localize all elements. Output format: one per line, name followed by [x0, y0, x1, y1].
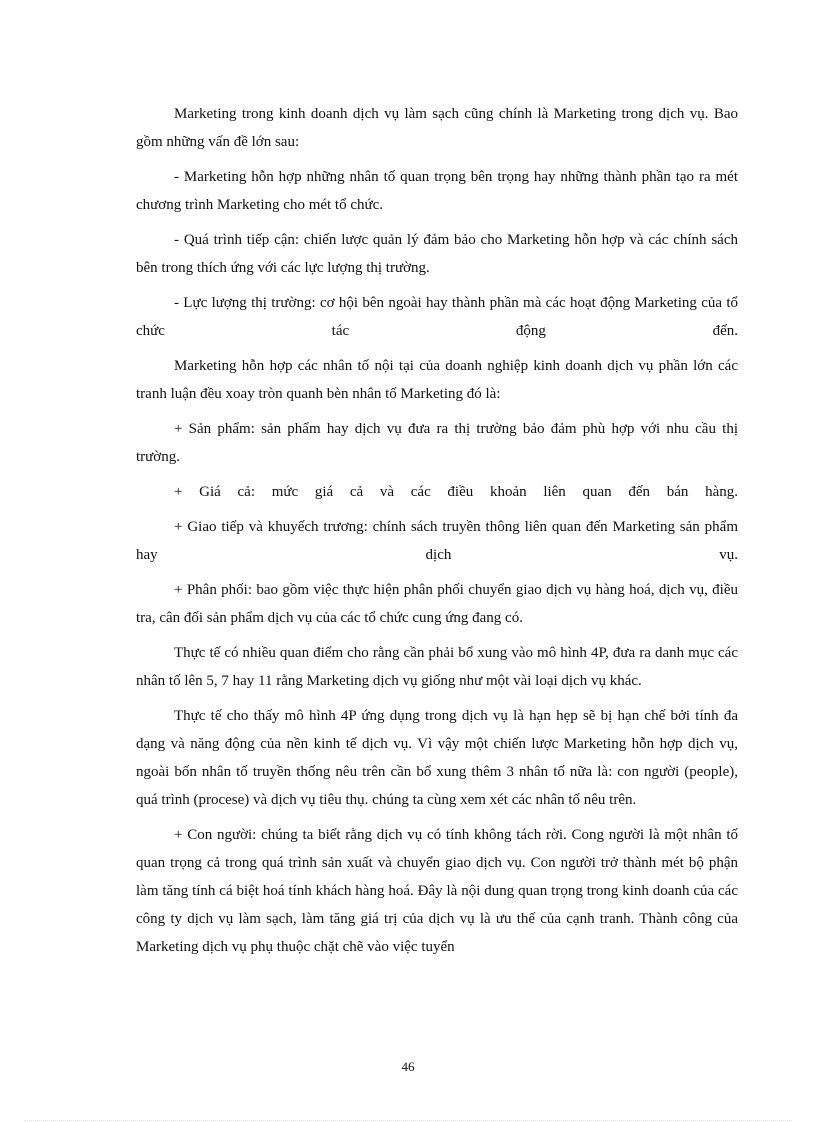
paragraph-price: + Giá cả: mức giá cả và các điều khoản liên quan đến bán hàng.	[174, 484, 738, 500]
paragraph-market-forces: - Lực lượng thị trường: cơ hội bên ngoài hay thành phần mà các hoạt động Marketing của tổ chức tác động đến.	[136, 295, 738, 339]
paragraph-4p-extension: Thực tế có nhiều quan điểm cho rằng cần phải bổ xung vào mô hình 4P, đưa ra danh mục các nhân tố lên 5, 7 hay 11 rằng Marketing dịch vụ giống như một vài loại dịch vụ khác.	[136, 645, 738, 689]
paragraph-approach: - Quá trình tiếp cận: chiến lược quản lý đảm bảo cho Marketing hỗn hợp và các chính sách bên trong thích ứng với các lực lượng thị trường.	[136, 232, 738, 276]
paragraph-people: + Con người: chúng ta biết rằng dịch vụ có tính không tách rời. Cong người là một nhân tố quan trọng cả trong quá trình sản xuất và chuyển giao dịch vụ. Con người trở thành mét bộ phận làm tăng tính cá biệt hoá tính khách hàng hoá. Đây là nội dung quan trọng trong kinh doanh của các công ty dịch vụ làm sạch, làm tăng giá trị của dịch vụ là ưu thế của cạnh tranh. Thành công của Marketing dịch vụ phụ thuộc chặt chẽ vào việc tuyển	[136, 827, 738, 955]
paragraph-4p-limits: Thực tế cho thấy mô hình 4P ứng dụng trong dịch vụ là hạn hẹp sẽ bị hạn chế bởi tính đa dạng và năng động của nền kinh tế dịch vụ. Vì vậy một chiến lược Marketing hỗn hợp dịch vụ, ngoài bốn nhân tố truyền thống nêu trên cần bổ xung thêm 3 nhân tố nữa là: con người (people), quá trình (procese) và dịch vụ tiêu thụ. chúng ta cùng xem xét các nhân tố nêu trên.	[136, 708, 738, 808]
page-bottom-divider	[24, 1120, 792, 1121]
paragraph-distribution: + Phân phối: bao gồm việc thực hiện phân phối chuyển giao dịch vụ hàng hoá, dịch vụ, điều tra, cân đối sản phẩm dịch vụ của các tổ chức cung ứng đang có.	[136, 582, 738, 626]
paragraph-intro: Marketing trong kinh doanh dịch vụ làm sạch cũng chính là Marketing trong dịch vụ. Bao gồm những vấn đề lớn sau:	[136, 106, 738, 150]
body-text	[136, 100, 738, 968]
page-number: 46	[401, 1059, 415, 1074]
paragraph-product: + Sản phẩm: sản phẩm hay dịch vụ đưa ra thị trường bảo đảm phù hợp với nhu cầu thị trường.	[136, 421, 738, 465]
paragraph-promotion: + Giao tiếp và khuyếch trương: chính sách truyền thông liên quan đến Marketing sản phẩm hay dịch vụ.	[136, 519, 738, 563]
paragraph-internal-factors: Marketing hỗn hợp các nhân tố nội tại của doanh nghiệp kinh doanh dịch vụ phần lớn các tranh luận đều xoay tròn quanh bèn nhân tố Marketing đó là:	[136, 358, 738, 402]
paragraph-marketing-mix: - Marketing hỗn hợp những nhân tố quan trọng bên trọng hay những thành phần tạo ra mét chương trình Marketing cho mét tổ chức.	[136, 169, 738, 213]
